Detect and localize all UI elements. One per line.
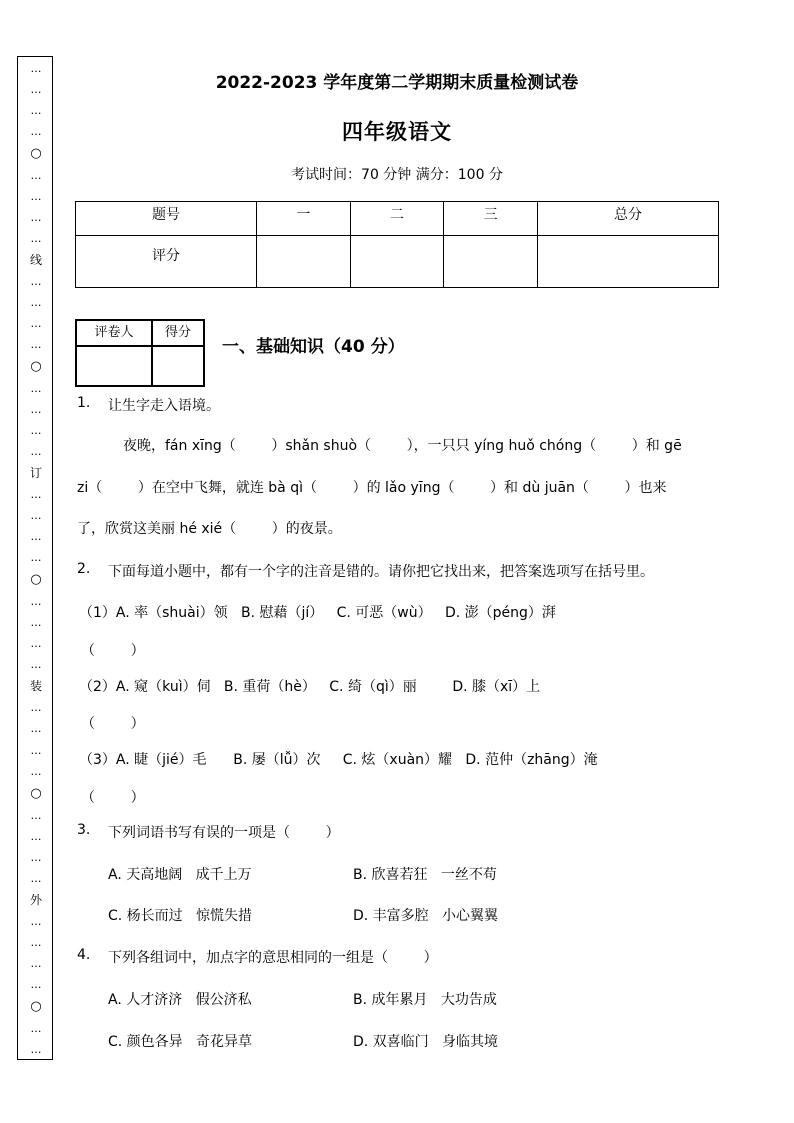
binding-dots: … <box>30 190 42 204</box>
subject-title: 四年级语文 <box>342 120 452 144</box>
score-cell[interactable] <box>350 236 444 288</box>
binding-circle: ○ <box>30 998 42 1014</box>
binding-dots: … <box>30 62 42 75</box>
score-row-label: 评分 <box>76 236 257 288</box>
question-item: （1）A. 率（shuài）领 B. 慰藉（jí） C. 可恶（wù） D. 澎（péng）湃 <box>79 605 556 621</box>
binding-dots: … <box>30 551 42 565</box>
score-cell[interactable] <box>537 236 718 288</box>
option-a: A. 人才济济 假公济私 <box>108 992 252 1008</box>
binding-word: 装 <box>29 679 42 694</box>
score-header-cell: 一 <box>257 202 351 236</box>
binding-dots: … <box>30 722 42 736</box>
binding-dots: … <box>30 637 42 651</box>
grader-table <box>75 319 205 387</box>
binding-dots: … <box>30 530 42 544</box>
score-table <box>75 201 719 288</box>
binding-dots: … <box>30 616 42 630</box>
score-header-cell: 二 <box>350 202 444 236</box>
answer-blank[interactable]: （ ） <box>81 716 145 732</box>
binding-dots: … <box>30 488 42 502</box>
grader-cell[interactable] <box>76 346 152 386</box>
binding-dots: … <box>30 850 42 864</box>
binding-circle: ○ <box>30 785 42 801</box>
question-number: 2. <box>77 561 91 577</box>
binding-dots: … <box>30 977 42 991</box>
score-cell[interactable] <box>152 346 204 386</box>
binding-dots: … <box>30 871 42 885</box>
binding-dots: … <box>30 83 42 97</box>
binding-dots: … <box>30 232 42 246</box>
binding-dots: … <box>30 1021 42 1035</box>
question-number: 1. <box>77 395 91 411</box>
score-header-cell: 题号 <box>76 202 257 236</box>
option-c: C. 杨长而过 惊慌失措 <box>108 908 253 924</box>
score-cell[interactable] <box>257 236 351 288</box>
binding-dots: … <box>30 1042 42 1056</box>
binding-dots: … <box>30 211 42 225</box>
binding-dots: … <box>30 701 42 715</box>
binding-dots: … <box>30 658 42 672</box>
question-number: 3. <box>77 822 91 838</box>
option-b: B. 欣喜若狂 一丝不苟 <box>353 867 497 883</box>
binding-dots: … <box>30 403 42 417</box>
score-header-cell: 总分 <box>537 202 718 236</box>
question-text-line: zi（ ）在空中飞舞，就连 bà qì（ ）的 lǎo yīng（ ）和 dù juān（ ）也来 <box>77 480 667 496</box>
binding-dots: … <box>30 125 42 139</box>
score-label: 得分 <box>152 320 204 346</box>
binding-dots: … <box>30 956 42 970</box>
option-b: B. 成年累月 大功告成 <box>353 992 497 1008</box>
score-header-cell: 三 <box>444 202 538 236</box>
question-number: 4. <box>77 947 91 963</box>
question-item: （2）A. 窥（kuì）伺 B. 重荷（hè） C. 绮（qì）丽 D. 膝（xī）上 <box>79 679 541 695</box>
binding-dots: … <box>30 935 42 949</box>
binding-margin <box>17 56 53 1060</box>
question-stem: 下面每道小题中，都有一个字的注音是错的。请你把它找出来，把答案选项写在括号里。 <box>108 564 654 580</box>
binding-dots: … <box>30 382 42 396</box>
binding-dots: … <box>30 509 42 523</box>
binding-dots: … <box>30 317 42 331</box>
question-stem: 下列词语书写有误的一项是（ ） <box>108 825 340 841</box>
binding-dots: … <box>30 764 42 778</box>
binding-dots: … <box>30 829 42 843</box>
question-text-line: 了，欣赏这美丽 hé xié（ ）的夜景。 <box>77 521 342 537</box>
exam-info: 考试时间：70 分钟 满分：100 分 <box>291 167 503 183</box>
score-cell[interactable] <box>444 236 538 288</box>
question-text-line: 夜晚，fán xīng（ ）shǎn shuò（ ），一只只 yíng huǒ chóng（ ）和 gē <box>123 438 682 454</box>
binding-dots: … <box>30 296 42 310</box>
answer-blank[interactable]: （ ） <box>81 643 145 659</box>
option-c: C. 颜色各异 奇花异草 <box>108 1034 253 1050</box>
question-stem: 让生字走入语境。 <box>108 398 220 414</box>
binding-dots: … <box>30 914 42 928</box>
binding-word: 线 <box>29 253 42 268</box>
binding-dots: … <box>30 445 42 459</box>
grader-label: 评卷人 <box>76 320 152 346</box>
binding-dots: … <box>30 808 42 822</box>
binding-line-marks <box>18 57 54 1061</box>
option-a: A. 天高地阔 成千上万 <box>108 867 252 883</box>
binding-dots: … <box>30 104 42 118</box>
binding-word: 订 <box>29 466 42 481</box>
binding-dots: … <box>30 743 42 757</box>
binding-dots: … <box>30 595 42 609</box>
binding-dots: … <box>30 338 42 352</box>
binding-dots: … <box>30 275 42 289</box>
binding-circle: ○ <box>30 572 42 588</box>
answer-blank[interactable]: （ ） <box>81 790 145 806</box>
question-stem: 下列各组词中，加点字的意思相同的一组是（ ） <box>108 950 438 966</box>
binding-circle: ○ <box>30 359 42 375</box>
binding-circle: ○ <box>30 146 42 162</box>
binding-dots: … <box>30 169 42 183</box>
question-item: （3）A. 睫（jié）毛 B. 屡（lǚ）次 C. 炫（xuàn）耀 D. 范仲（zhāng）淹 <box>79 752 598 768</box>
option-d: D. 双喜临门 身临其境 <box>353 1034 499 1050</box>
exam-title: 2022-2023 学年度第二学期期末质量检测试卷 <box>215 73 579 93</box>
score-header-row <box>76 202 719 236</box>
score-value-row <box>76 236 719 288</box>
binding-dots: … <box>30 424 42 438</box>
binding-word: 外 <box>29 892 42 907</box>
option-d: D. 丰富多腔 小心翼翼 <box>353 908 499 924</box>
section-title: 一、基础知识（40 分） <box>222 337 405 357</box>
